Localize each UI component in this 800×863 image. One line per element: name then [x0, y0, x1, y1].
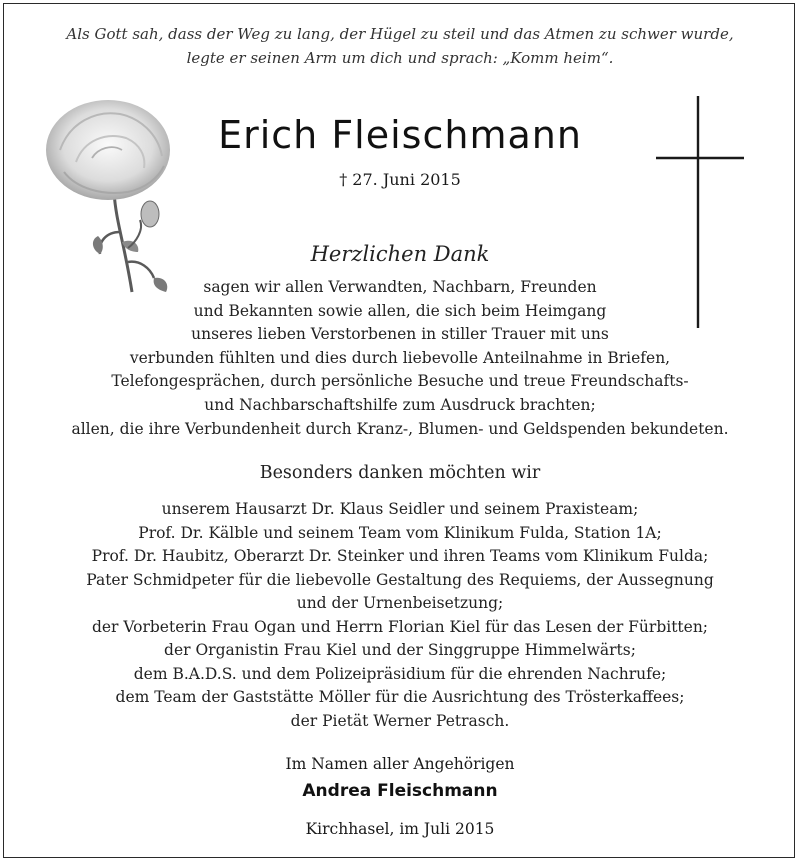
- place-date: Kirchhasel, im Juli 2015: [305, 820, 495, 838]
- text-line: sagen wir allen Verwandten, Nachbarn, Freunden: [203, 278, 597, 296]
- special-thanks-list: [0, 498, 800, 733]
- list-item: dem Team der Gaststätte Möller für die Ausrichtung des Trösterkaffees;: [115, 688, 685, 706]
- text-line: unseres lieben Verstorbenen in stiller Trauer mit uns: [191, 325, 609, 343]
- list-item: Prof. Dr. Kälble und seinem Team vom Klinikum Fulda, Station 1A;: [138, 523, 662, 542]
- signer-name: Andrea Fleischmann: [302, 781, 498, 801]
- list-item: Pater Schmidpeter für die liebevolle Gestaltung des Requiems, der Aussegnung: [86, 570, 714, 589]
- closing-line: Im Namen aller Angehörigen: [285, 755, 515, 773]
- memorial-quote: [0, 22, 800, 70]
- deceased-name: Erich Fleischmann: [218, 113, 582, 157]
- text-line: und Nachbarschaftshilfe zum Ausdruck brachten;: [204, 395, 596, 414]
- thanks-text: [0, 276, 800, 417]
- list-item: Prof. Dr. Haubitz, Oberarzt Dr. Steinker und ihren Teams vom Klinikum Fulda;: [91, 547, 709, 565]
- list-item: unserem Hausarzt Dr. Klaus Seidler und seinem Praxisteam;: [161, 500, 639, 518]
- death-date: † 27. Juni 2015: [339, 170, 461, 189]
- quote-line: legte er seinen Arm um dich und sprach: „Komm heim“.: [186, 49, 614, 67]
- text-line: und Bekannten sowie allen, die sich beim Heimgang: [193, 301, 607, 320]
- special-thanks-heading: Besonders danken möchten wir: [259, 463, 541, 483]
- list-item: und der Urnenbeisetzung;: [296, 594, 504, 612]
- text-line: Telefongesprächen, durch persönliche Besuche und treue Freundschafts-: [111, 372, 689, 390]
- quote-line: Als Gott sah, dass der Weg zu lang, der Hügel zu steil und das Atmen zu schwer wurde,: [66, 25, 734, 43]
- list-item: der Organistin Frau Kiel und der Singgruppe Himmelwärts;: [164, 641, 636, 659]
- text-line: verbunden fühlten und dies durch liebevolle Anteilnahme in Briefen,: [129, 348, 671, 367]
- thanks-heading: Herzlichen Dank: [310, 242, 490, 266]
- list-item: dem B.A.D.S. und dem Polizeipräsidium für die ehrenden Nachrufe;: [133, 664, 667, 683]
- thanks-text-end: [0, 418, 800, 442]
- list-item: der Pietät Werner Petrasch.: [290, 711, 510, 730]
- text-line: allen, die ihre Verbundenheit durch Kranz-, Blumen- und Geldspenden bekundeten.: [71, 420, 729, 438]
- list-item: der Vorbeterin Frau Ogan und Herrn Florian Kiel für das Lesen der Fürbitten;: [91, 617, 709, 636]
